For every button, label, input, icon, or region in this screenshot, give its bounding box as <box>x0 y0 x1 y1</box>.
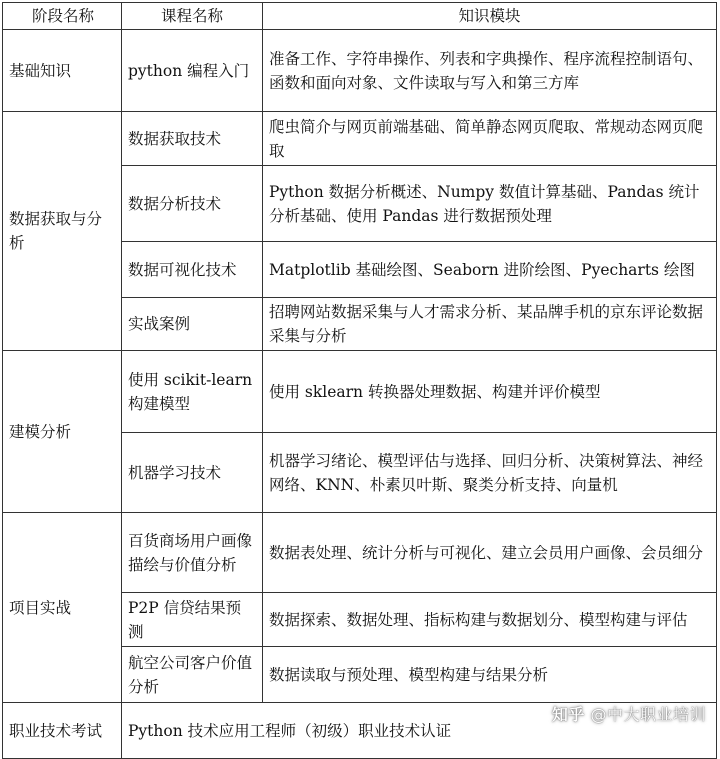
module-cell: Matplotlib 基础绘图、Seaborn 进阶绘图、Pyecharts 绘图 <box>263 242 717 298</box>
stage-cell: 建模分析 <box>3 351 122 513</box>
header-module: 知识模块 <box>263 3 717 30</box>
module-cell: 机器学习绪论、模型评估与选择、回归分析、决策树算法、神经网络、KNN、朴素贝叶斯、聚类分析支持、向量机 <box>263 433 717 513</box>
course-cell: 使用 scikit-learn 构建模型 <box>122 351 263 433</box>
table-row <box>3 513 717 593</box>
table-row <box>3 112 717 166</box>
certification-cell: Python 技术应用工程师（初级）职业技术认证 <box>122 703 717 759</box>
course-cell: 数据分析技术 <box>122 166 263 242</box>
course-cell: 数据获取技术 <box>122 112 263 166</box>
header-course: 课程名称 <box>122 3 263 30</box>
module-cell: 准备工作、字符串操作、列表和字典操作、程序流程控制语句、函数和面向对象、文件读取与写入和第三方库 <box>263 30 717 112</box>
course-cell: 百货商场用户画像描绘与价值分析 <box>122 513 263 593</box>
table-row <box>3 351 717 433</box>
module-cell: Python 数据分析概述、Numpy 数值计算基础、Pandas 统计分析基础、使用 Pandas 进行数据预处理 <box>263 166 717 242</box>
stage-cell: 职业技术考试 <box>3 703 122 759</box>
module-cell: 招聘网站数据采集与人才需求分析、某品牌手机的京东评论数据采集与分析 <box>263 298 717 351</box>
course-cell: python 编程入门 <box>122 30 263 112</box>
curriculum-table <box>2 2 717 759</box>
course-cell: 机器学习技术 <box>122 433 263 513</box>
stage-cell: 基础知识 <box>3 30 122 112</box>
zhihu-watermark <box>552 702 706 725</box>
watermark-site: 知乎 <box>551 705 585 724</box>
table-row <box>3 30 717 112</box>
course-cell: 航空公司客户价值分析 <box>122 647 263 703</box>
module-cell: 数据探索、数据处理、指标构建与数据划分、模型构建与评估 <box>263 593 717 647</box>
module-cell: 爬虫简介与网页前端基础、简单静态网页爬取、常规动态网页爬取 <box>263 112 717 166</box>
watermark-account: @中大职业培训 <box>590 705 706 724</box>
course-cell: 实战案例 <box>122 298 263 351</box>
module-cell: 数据表处理、统计分析与可视化、建立会员用户画像、会员细分 <box>263 513 717 593</box>
course-cell: 数据可视化技术 <box>122 242 263 298</box>
module-cell: 数据读取与预处理、模型构建与结果分析 <box>263 647 717 703</box>
header-stage: 阶段名称 <box>3 3 122 30</box>
stage-cell: 数据获取与分析 <box>3 112 122 351</box>
stage-cell: 项目实战 <box>3 513 122 703</box>
module-cell: 使用 sklearn 转换器处理数据、构建并评价模型 <box>263 351 717 433</box>
header-row <box>3 3 717 30</box>
course-cell: P2P 信贷结果预测 <box>122 593 263 647</box>
